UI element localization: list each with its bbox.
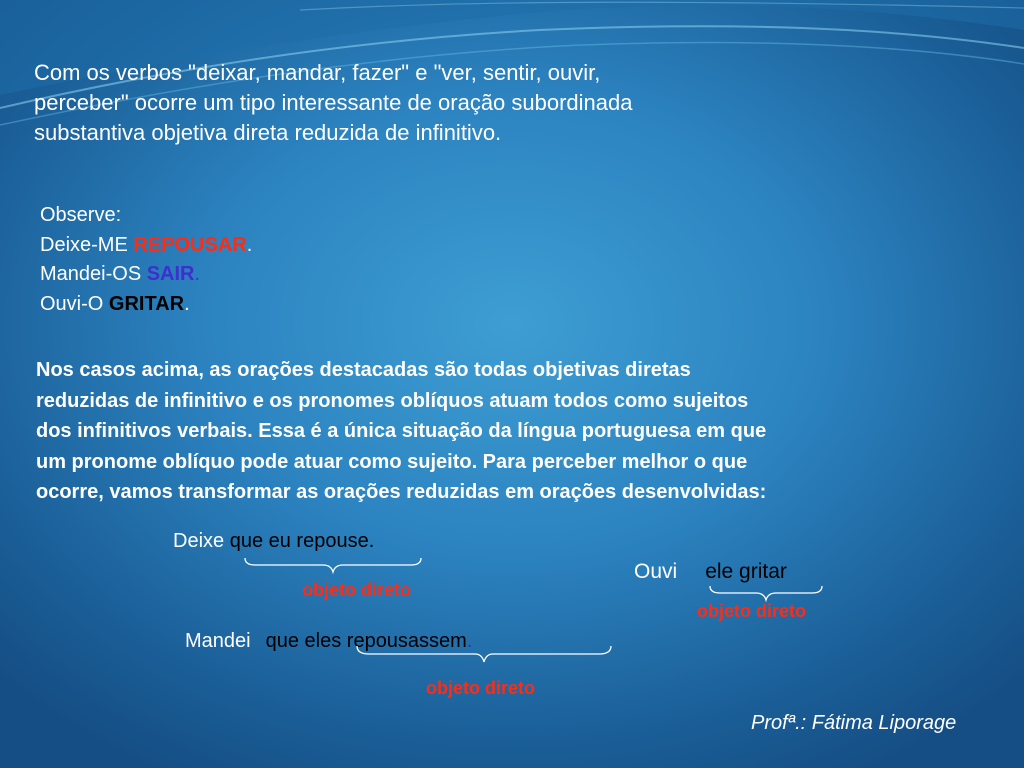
example-clause: que eu repouse [229, 530, 369, 552]
label-objeto-direto: objeto direto [426, 678, 535, 698]
observe-example-mandei [40, 260, 252, 290]
explanation-line: reduzidas de infinitivo e os pronomes oblíquos atuam todos como sujeitos [36, 389, 749, 412]
observe-example-ouvi [40, 290, 252, 320]
example-period: . [194, 263, 201, 285]
example-prefix: Deixe-ME [40, 233, 134, 256]
observe-title: Observe: [40, 204, 122, 226]
example-verb: Deixe [173, 530, 230, 552]
label-objeto-direto: objeto direto [302, 580, 411, 600]
intro-line: Com os verbos "deixar, mandar, fazer" e "ver, sentir, ouvir, [34, 60, 601, 85]
highlight-repousar: REPOUSAR [133, 233, 247, 256]
example-period: . [368, 530, 375, 552]
label-objeto-direto: objeto direto [697, 601, 806, 621]
developed-example-deixe [173, 530, 374, 553]
observe-section [40, 201, 252, 319]
example-verb: Mandei [185, 630, 251, 652]
intro-paragraph [34, 58, 834, 148]
brace-icon [708, 584, 824, 602]
author-credit: Profª.: Fátima Liporage [751, 712, 957, 734]
observe-example-deixe [40, 231, 252, 261]
explanation-line: dos infinitivos verbais. Essa é a única situação da língua portuguesa em que [36, 420, 767, 442]
example-period: . [184, 292, 190, 315]
example-prefix: Mandei-OS [40, 263, 147, 285]
explanation-line: ocorre, vamos transformar as orações reduzidas em orações desenvolvidas: [36, 481, 767, 503]
intro-line: perceber" ocorre um tipo interessante de oração subordinada [34, 90, 633, 115]
explanation-line: um pronome oblíquo pode atuar como sujeito. Para perceber melhor o que [36, 450, 748, 473]
explanation-paragraph [36, 355, 996, 508]
example-prefix: Ouvi-O [40, 292, 109, 315]
explanation-line: Nos casos acima, as orações destacadas são todas objetivas diretas [36, 359, 691, 381]
example-period: . [466, 630, 473, 652]
highlight-sair: SAIR [146, 263, 195, 285]
developed-example-ouvi [634, 560, 787, 584]
intro-line: substantiva objetiva direta reduzida de infinitivo. [34, 120, 502, 145]
example-verb: Ouvi [634, 560, 678, 583]
example-clause: que eles repousassem [265, 630, 467, 652]
brace-icon [243, 556, 423, 574]
example-period: . [246, 233, 253, 256]
brace-icon [355, 644, 613, 664]
highlight-gritar: GRITAR [108, 292, 185, 315]
example-clause: ele gritar [705, 560, 787, 583]
